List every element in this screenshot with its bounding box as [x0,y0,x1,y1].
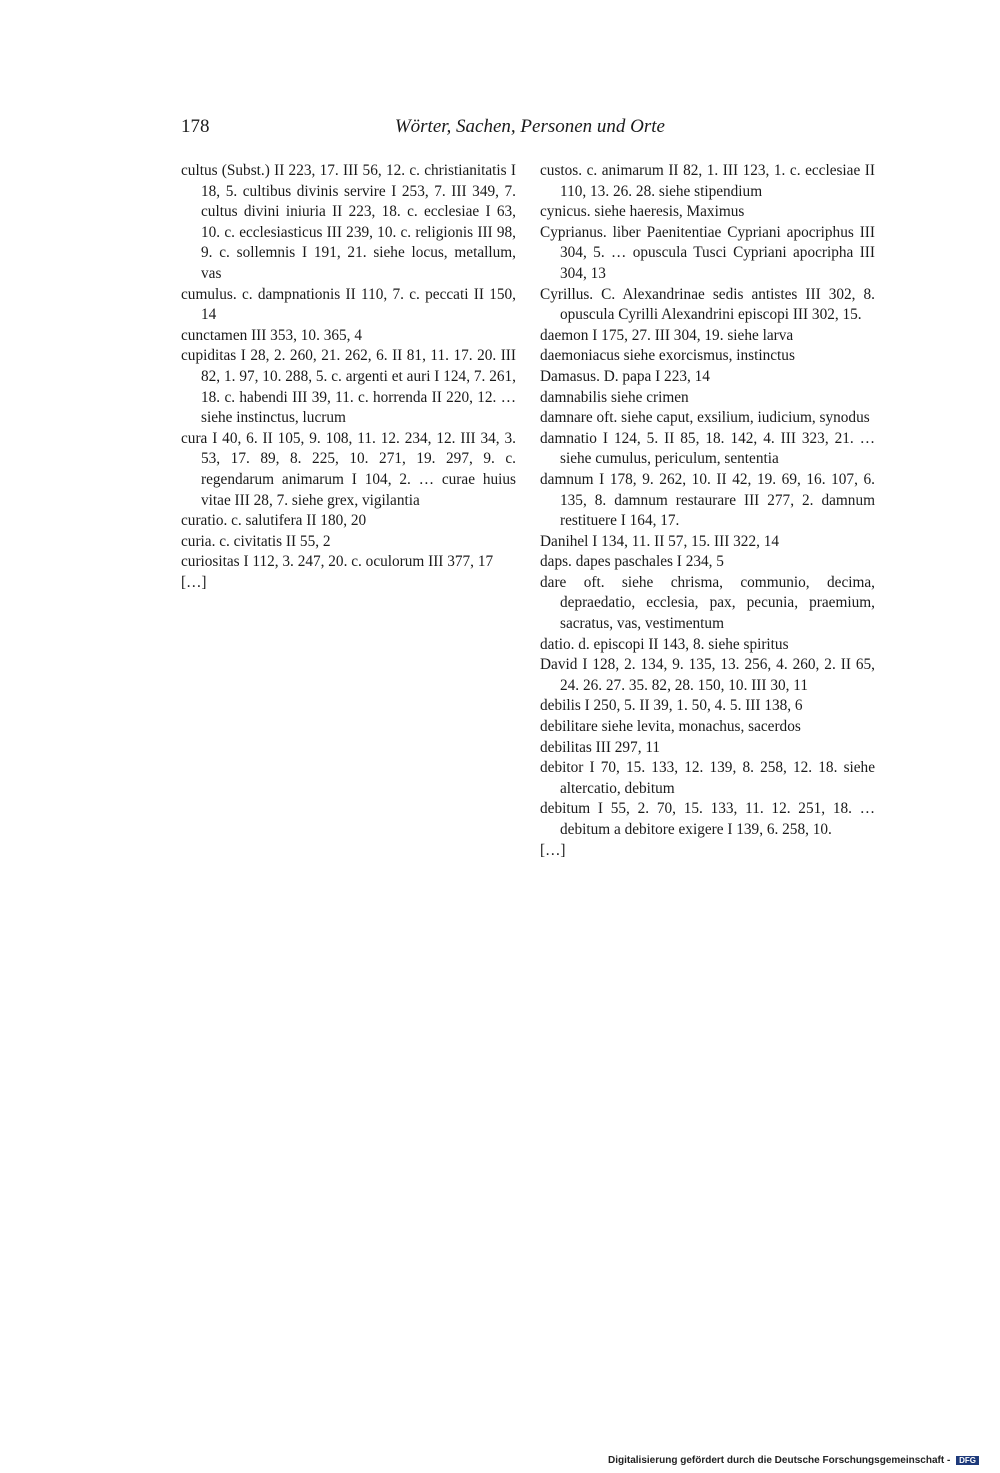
footer-credit: Digitalisierung gefördert durch die Deutsche Forschungsgemeinschaft - [608,1455,951,1466]
index-entry: damnabilis siehe crimen [540,388,689,406]
index-entry: damnatio I 124, 5. II 85, 18. 142, 4. III 323, 21. … siehe cumulus, periculum, sententia [540,429,875,468]
running-title: Wörter, Sachen, Personen und Orte [394,116,665,137]
index-column-left [181,161,516,593]
index-entry: Danihel I 134, 11. II 57, 15. III 322, 14 [540,532,780,550]
index-entry: curatio. c. salutifera II 180, 20 [181,512,367,530]
dfg-logo: DFG [956,1456,979,1465]
index-entry: daps. dapes paschales I 234, 5 [540,553,724,571]
index-entry: cupiditas I 28, 2. 260, 21. 262, 6. II 81, 11. 17. 20. III 82, 1. 97, 10. 288, 5. c. argenti et auri I 124, 7. 261, 18. c. habendi III 39, 11. c. horrenda II 220, 12. … siehe instinctus, lucrum [181,347,516,427]
index-entry-omitted: […] [540,841,566,859]
index-entry: damnare oft. siehe caput, exsilium, iudicium, synodus [540,409,870,427]
index-entry: damnum I 178, 9. 262, 10. II 42, 19. 69, 16. 107, 6. 135, 8. damnum restaurare III 277, 2. damnum restituere I 164, 17. [540,470,875,530]
index-entry: debilis I 250, 5. II 39, 1. 50, 4. 5. III 138, 6 [540,697,803,715]
index-entry: debilitare siehe levita, monachus, sacerdos [540,718,801,736]
index-entry: curiositas I 112, 3. 247, 20. c. oculorum III 377, 17 [181,553,494,571]
index-entry: datio. d. episcopi II 143, 8. siehe spiritus [540,635,789,653]
index-entry: cultus (Subst.) II 223, 17. III 56, 12. c. christianitatis I 18, 5. cultibus divinis servire I 253, 7. III 349, 7. cultus divini iniuria II 223, 18. c. ecclesiae I 63, 10. c. ecclesiasticus III 239, 10. c. religionis III 98, 9. c. sollemnis I 191, 21. siehe locus, metallum, vas [181,162,516,282]
index-entry: cunctamen III 353, 10. 365, 4 [181,326,362,344]
digitization-footer [608,1455,994,1469]
page-header [181,116,665,144]
index-entry: David I 128, 2. 134, 9. 135, 13. 256, 4. 260, 2. II 65, 24. 26. 27. 35. 82, 28. 150, 10. III 30, 11 [540,656,875,694]
index-entry: cura I 40, 6. II 105, 9. 108, 11. 12. 234, 12. III 34, 3. 53, 17. 89, 8. 225, 10. 271, 19. 297, 9. c. regendarum animarum I 104, 2. … curae huius vitae III 28, 7. siehe grex, vigilantia [181,429,516,509]
index-entry: cumulus. c. dampnationis II 110, 7. c. peccati II 150, 14 [181,285,516,324]
index-entry: curia. c. civitatis II 55, 2 [181,532,331,550]
index-entry: debitum I 55, 2. 70, 15. 133, 11. 12. 251, 18. … debitum a debitore exigere I 139, 6. 258, 10. [540,800,875,838]
index-entry-omitted: […] [181,573,207,591]
index-entry: debitor I 70, 15. 133, 12. 139, 8. 258, 12. 18. siehe altercatio, debitum [540,759,875,797]
index-entry: Cyrillus. C. Alexandrinae sedis antistes III 302, 8. opuscula Cyrilli Alexandrini episcopi III 302, 15. [540,285,875,324]
index-entry: dare oft. siehe chrisma, communio, decima, depraedatio, ecclesia, pax, pecunia, praemium, sacratus, vas, vestimentum [540,573,875,633]
index-entry: daemoniacus siehe exorcismus, instinctus [540,347,795,365]
page-number: 178 [181,116,210,137]
index-entry: cynicus. siehe haeresis, Maximus [540,203,745,221]
index-entry: Damasus. D. papa I 223, 14 [540,367,710,385]
index-entry: custos. c. animarum II 82, 1. III 123, 1. c. ecclesiae II 110, 13. 26. 28. siehe stipendium [540,162,875,200]
index-entry: daemon I 175, 27. III 304, 19. siehe larva [540,326,794,344]
index-entry: debilitas III 297, 11 [540,738,661,756]
index-entry: Cyprianus. liber Paenitentiae Cypriani apocriphus III 304, 5. … opuscula Tusci Cypriani apocripha III 304, 13 [540,223,875,282]
index-column-right [540,161,875,861]
